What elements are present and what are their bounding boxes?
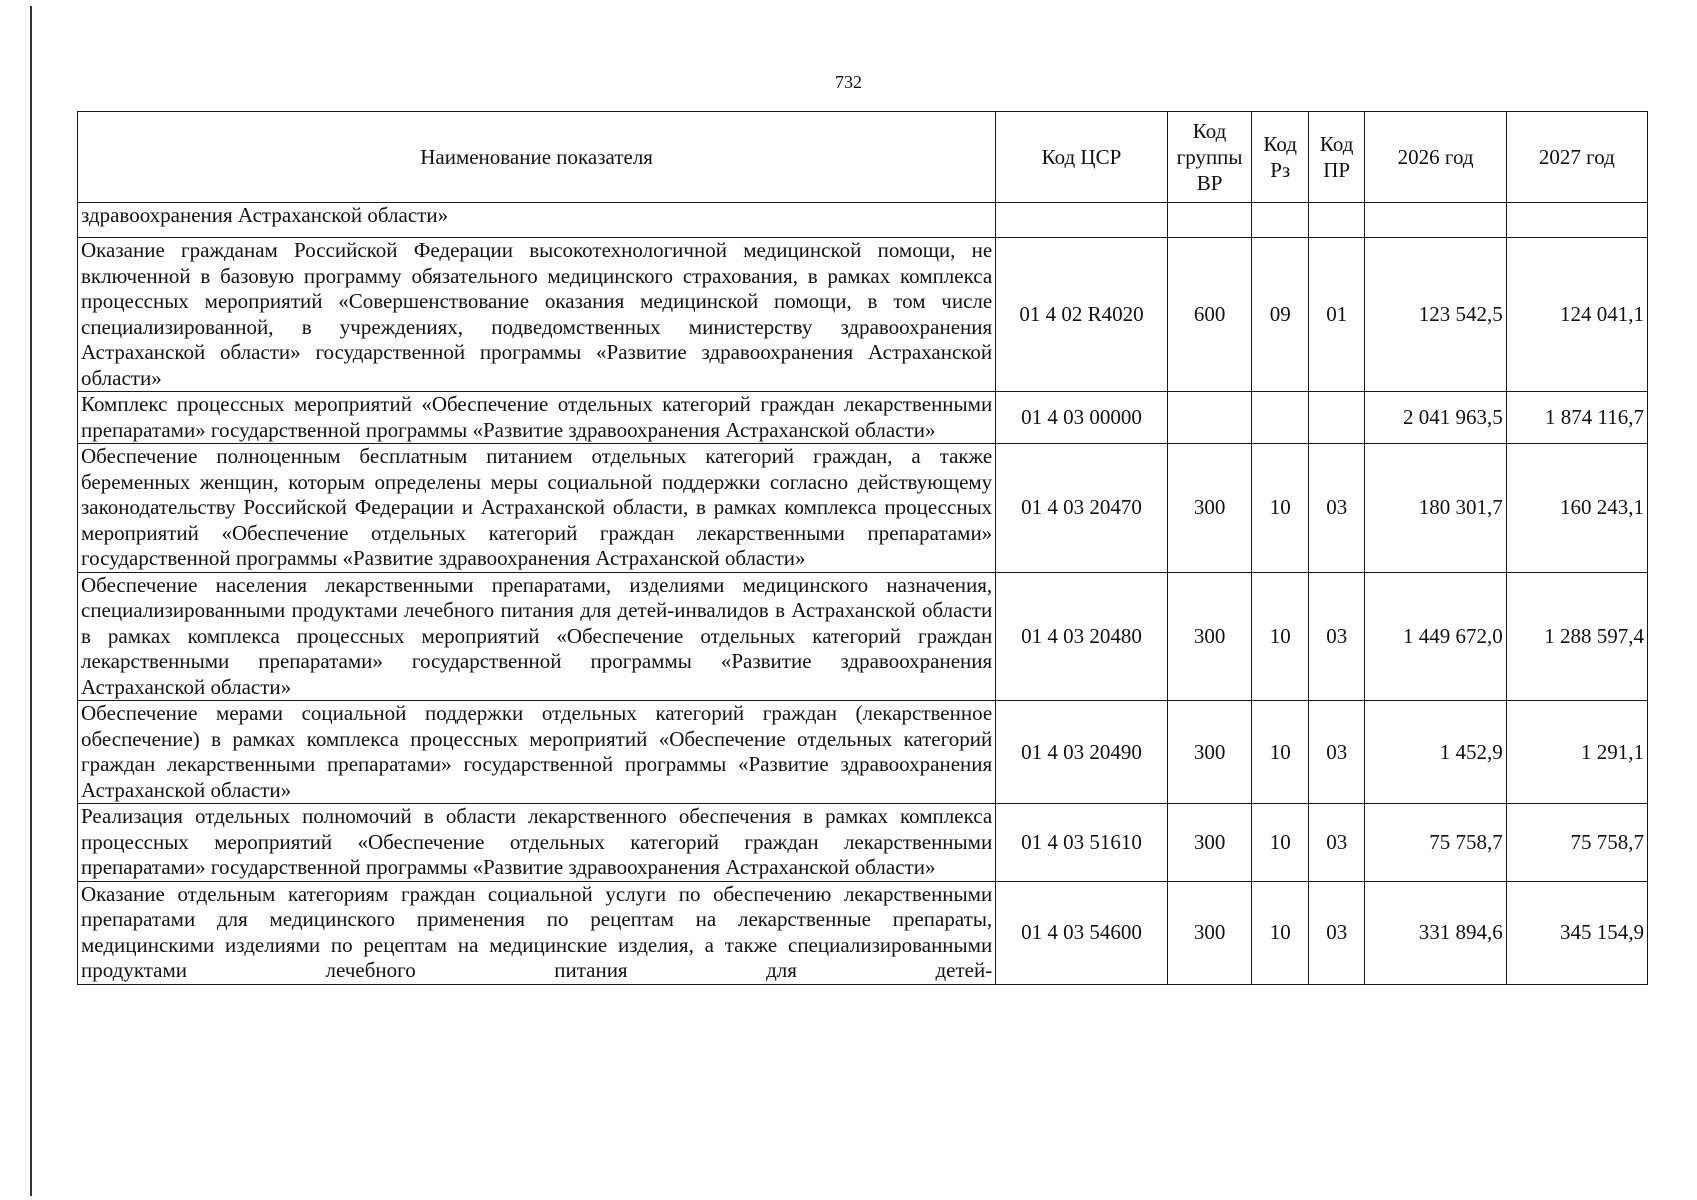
row-vr bbox=[1167, 203, 1252, 238]
row-rz: 10 bbox=[1252, 881, 1309, 984]
row-2027: 160 243,1 bbox=[1506, 444, 1647, 573]
header-name: Наименование показателя bbox=[78, 112, 996, 203]
row-name: Реализация отдельных полномочий в области лекарственного обеспечения в рамках комплекса процессных мероприятий «Обеспечение отдельных категорий граждан лекарственными препаратами» государственной программы «Развитие здравоохранения Астраханской области» bbox=[78, 804, 996, 882]
row-2026 bbox=[1365, 203, 1506, 238]
row-csr: 01 4 03 20480 bbox=[996, 572, 1168, 701]
header-2027: 2027 год bbox=[1506, 112, 1647, 203]
header-vr: Код группы ВР bbox=[1167, 112, 1252, 203]
row-pr: 03 bbox=[1308, 701, 1365, 804]
row-vr: 600 bbox=[1167, 238, 1252, 392]
row-2026: 2 041 963,5 bbox=[1365, 392, 1506, 444]
row-vr: 300 bbox=[1167, 572, 1252, 701]
header-rz: Код Рз bbox=[1252, 112, 1309, 203]
row-name: Оказание гражданам Российской Федерации высокотехнологичной медицинской помощи, не включенной в базовую программу обязательного медицинского страхования, в рамках комплекса процессных мероприятий «Совершенствование оказания медицинской помощи, в том числе специализированной, в учреждениях, подведомственных министерству здравоохранения Астраханской области» государственной программы «Развитие здравоохранения Астраханской области» bbox=[78, 238, 996, 392]
row-pr: 03 bbox=[1308, 572, 1365, 701]
row-csr bbox=[996, 203, 1168, 238]
row-2027 bbox=[1506, 203, 1647, 238]
binding-margin-line bbox=[30, 6, 32, 1196]
table-row bbox=[78, 238, 1648, 392]
row-pr: 01 bbox=[1308, 238, 1365, 392]
row-csr: 01 4 03 20470 bbox=[996, 444, 1168, 573]
header-csr: Код ЦСР bbox=[996, 112, 1168, 203]
row-rz: 09 bbox=[1252, 238, 1309, 392]
page-number: 732 bbox=[835, 72, 862, 92]
row-2026: 331 894,6 bbox=[1365, 881, 1506, 984]
row-name: здравоохранения Астраханской области» bbox=[78, 203, 996, 238]
row-rz: 10 bbox=[1252, 804, 1309, 882]
row-pr bbox=[1308, 392, 1365, 444]
row-name: Комплекс процессных мероприятий «Обеспечение отдельных категорий граждан лекарственными препаратами» государственной программы «Развитие здравоохранения Астраханской области» bbox=[78, 392, 996, 444]
row-vr bbox=[1167, 392, 1252, 444]
table-row bbox=[78, 572, 1648, 701]
row-name: Обеспечение населения лекарственными препаратами, изделиями медицинского назначения, специализированными продуктами лечебного питания для детей-инвалидов в Астраханской области в рамках комплекса процессных мероприятий «Обеспечение отдельных категорий граждан лекарственными препаратами» государственной программы «Развитие здравоохранения Астраханской области» bbox=[78, 572, 996, 701]
row-csr: 01 4 03 54600 bbox=[996, 881, 1168, 984]
row-pr: 03 bbox=[1308, 881, 1365, 984]
table-row bbox=[78, 881, 1648, 984]
row-rz bbox=[1252, 392, 1309, 444]
row-vr: 300 bbox=[1167, 881, 1252, 984]
budget-table bbox=[77, 111, 1648, 985]
row-2027: 345 154,9 bbox=[1506, 881, 1647, 984]
row-pr bbox=[1308, 203, 1365, 238]
table-row bbox=[78, 804, 1648, 882]
table-header-row bbox=[78, 112, 1648, 203]
row-rz bbox=[1252, 203, 1309, 238]
row-2027: 1 874 116,7 bbox=[1506, 392, 1647, 444]
table-row bbox=[78, 444, 1648, 573]
row-pr: 03 bbox=[1308, 804, 1365, 882]
row-rz: 10 bbox=[1252, 701, 1309, 804]
row-pr: 03 bbox=[1308, 444, 1365, 573]
row-2026: 123 542,5 bbox=[1365, 238, 1506, 392]
row-name: Оказание отдельным категориям граждан социальной услуги по обеспечению лекарственными препаратами для медицинского применения по рецептам на лекарственные препараты, медицинскими изделиями по рецептам на медицинские изделия, а также специализированными продуктами лечебного питания для детей- bbox=[78, 881, 996, 984]
row-vr: 300 bbox=[1167, 444, 1252, 573]
row-2027: 75 758,7 bbox=[1506, 804, 1647, 882]
header-pr: Код ПР bbox=[1308, 112, 1365, 203]
row-csr: 01 4 03 51610 bbox=[996, 804, 1168, 882]
row-2026: 1 452,9 bbox=[1365, 701, 1506, 804]
table-row bbox=[78, 392, 1648, 444]
row-vr: 300 bbox=[1167, 701, 1252, 804]
table-row bbox=[78, 701, 1648, 804]
row-csr: 01 4 03 00000 bbox=[996, 392, 1168, 444]
row-2027: 1 291,1 bbox=[1506, 701, 1647, 804]
row-name: Обеспечение полноценным бесплатным питанием отдельных категорий граждан, а также беременных женщин, которым определены меры социальной поддержки согласно действующему законодательству Российской Федерации и Астраханской области, в рамках комплекса процессных мероприятий «Обеспечение отдельных категорий граждан лекарственными препаратами» государственной программы «Развитие здравоохранения Астраханской области» bbox=[78, 444, 996, 573]
row-rz: 10 bbox=[1252, 572, 1309, 701]
row-2027: 1 288 597,4 bbox=[1506, 572, 1647, 701]
header-2026: 2026 год bbox=[1365, 112, 1506, 203]
row-vr: 300 bbox=[1167, 804, 1252, 882]
row-csr: 01 4 02 R4020 bbox=[996, 238, 1168, 392]
row-2026: 75 758,7 bbox=[1365, 804, 1506, 882]
row-2027: 124 041,1 bbox=[1506, 238, 1647, 392]
row-2026: 1 449 672,0 bbox=[1365, 572, 1506, 701]
row-rz: 10 bbox=[1252, 444, 1309, 573]
table-row bbox=[78, 203, 1648, 238]
row-name: Обеспечение мерами социальной поддержки отдельных категорий граждан (лекарственное обеспечение) в рамках комплекса процессных мероприятий «Обеспечение отдельных категорий граждан лекарственными препаратами» государственной программы «Развитие здравоохранения Астраханской области» bbox=[78, 701, 996, 804]
row-2026: 180 301,7 bbox=[1365, 444, 1506, 573]
row-csr: 01 4 03 20490 bbox=[996, 701, 1168, 804]
